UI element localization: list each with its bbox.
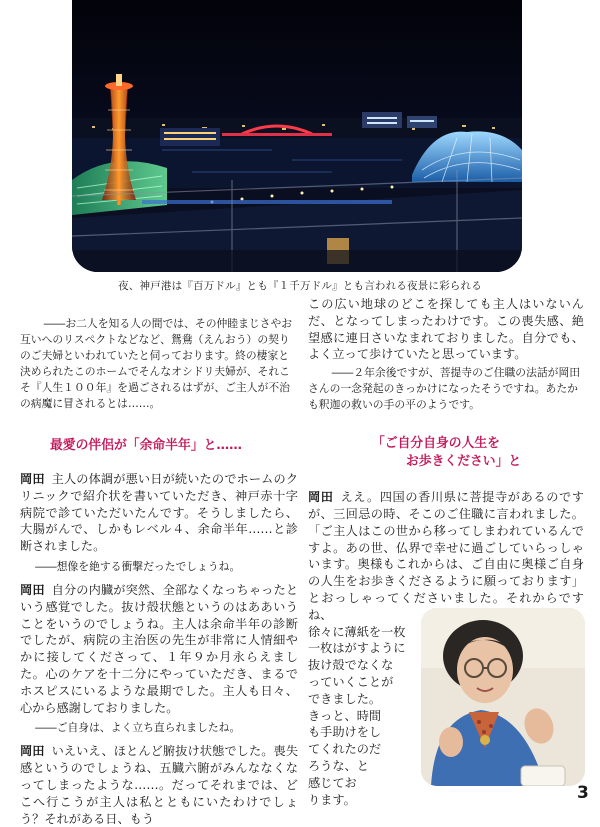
intro-question: ――お二人を知る人の間では、その仲睦まじさやお互いへのリスペクトなどなど、鴛鴦（えんおう）の契りのご夫婦といわれていたと伺っております。終の棲家と決められたこのホームでそんなオシドリ夫婦が、それこそ『人生１００年』を過ごされるはずが、ご主人が不治の病魔に冒されるとは……。: [20, 317, 293, 410]
interviewer-question-3: ――２年余後ですが、菩提寺のご住職の法話が岡田さんの一念発起のきっかけになったそうですね。あたかも釈迦の救いの手の平のようです。: [308, 366, 581, 412]
interviewer-question-2: ――ご自身は、よく立ち直られましたね。: [35, 721, 241, 735]
left-column: [20, 296, 298, 827]
section-heading-2: 「ご自分自身の人生を お歩きください」と: [372, 436, 522, 470]
speaker-name: 岡田: [308, 490, 334, 505]
kobe-night-view-photo: [72, 0, 522, 272]
speaker-name: 岡田: [20, 744, 45, 759]
photo-caption: 夜、神戸港は『百万ドル』とも『１千万ドル』とも言われる夜景に彩られる: [118, 280, 482, 292]
answer-paragraph-1: 岡田 主人の体調が悪い日が続いたのでホームのクリニックで紹介状を書いていただき、神戸赤十字病院で診ていただいたんです。そうしましたら、大腸がんで、しかもレベル４、余命半年……と診断されました。: [20, 472, 299, 554]
answer-paragraph-5: 徐々に薄紙を一枚 一枚はがすように 抜け殻でなくな っていくことが できました。 きっと、時間 も手助けをし てくれたのだ ろうな、と 感じてお ります。: [308, 624, 406, 807]
section-heading-1: 最愛の伴侶が「余命半年」と……: [50, 438, 242, 453]
answer-paragraph-4: 岡田 ええ。四国の香川県に菩提寺があるのですが、三回忌の時、そこのご住職に言われました。「ご主人はこの世から移ってしまわれているんですよ。あの世、仏界で幸せに過ごしていらっしゃいます。奥様もこれからは、ご自由に奥様ご自身の人生をお歩きくださるように願っております」とおっしゃってくださいました。それからですね、: [308, 490, 584, 622]
answer-paragraph-3: 岡田 いえいえ、ほとんど腑抜け状態でした。喪失感というのでしょうね、五臓六腑がみんななくなってしまったような……。だってそれまでは、どこへ行こうが主人は私とともにいたわけでしょう？それがある日、もう: [20, 744, 299, 826]
interviewer-question-1: ――想像を絶する衝撃だったでしょうね。: [35, 559, 241, 573]
speaker-name: 岡田: [20, 472, 45, 486]
interviewee-portrait-photo: [421, 608, 585, 786]
continued-paragraph: この広い地球のどこを探しても主人はいないんだ、となってしまったわけです。この喪失感、絶望感に連日さいなまれておりました。自分でも、よく立って歩けていたと思っています。: [308, 297, 584, 362]
portrait-illustration: [421, 608, 585, 786]
answer-paragraph-2: 岡田 自分の内臓が突然、全部なくなっちゃったという感覚でした。抜け殻状態というのはああいうことをいうのでしょうね。主人は余命半年の診断でしたが、病院の主治医の先生が非常に人情細やかに接してくださって、１年９か月永らえました。心のケアを十二分にやっていただき、まるでホスピスにいるような最期でした。主人も日々、心から感謝しておりました。: [20, 582, 299, 715]
speaker-name: 岡田: [20, 582, 45, 597]
page-number: 3: [577, 783, 589, 803]
night-port-illustration: [72, 0, 522, 272]
